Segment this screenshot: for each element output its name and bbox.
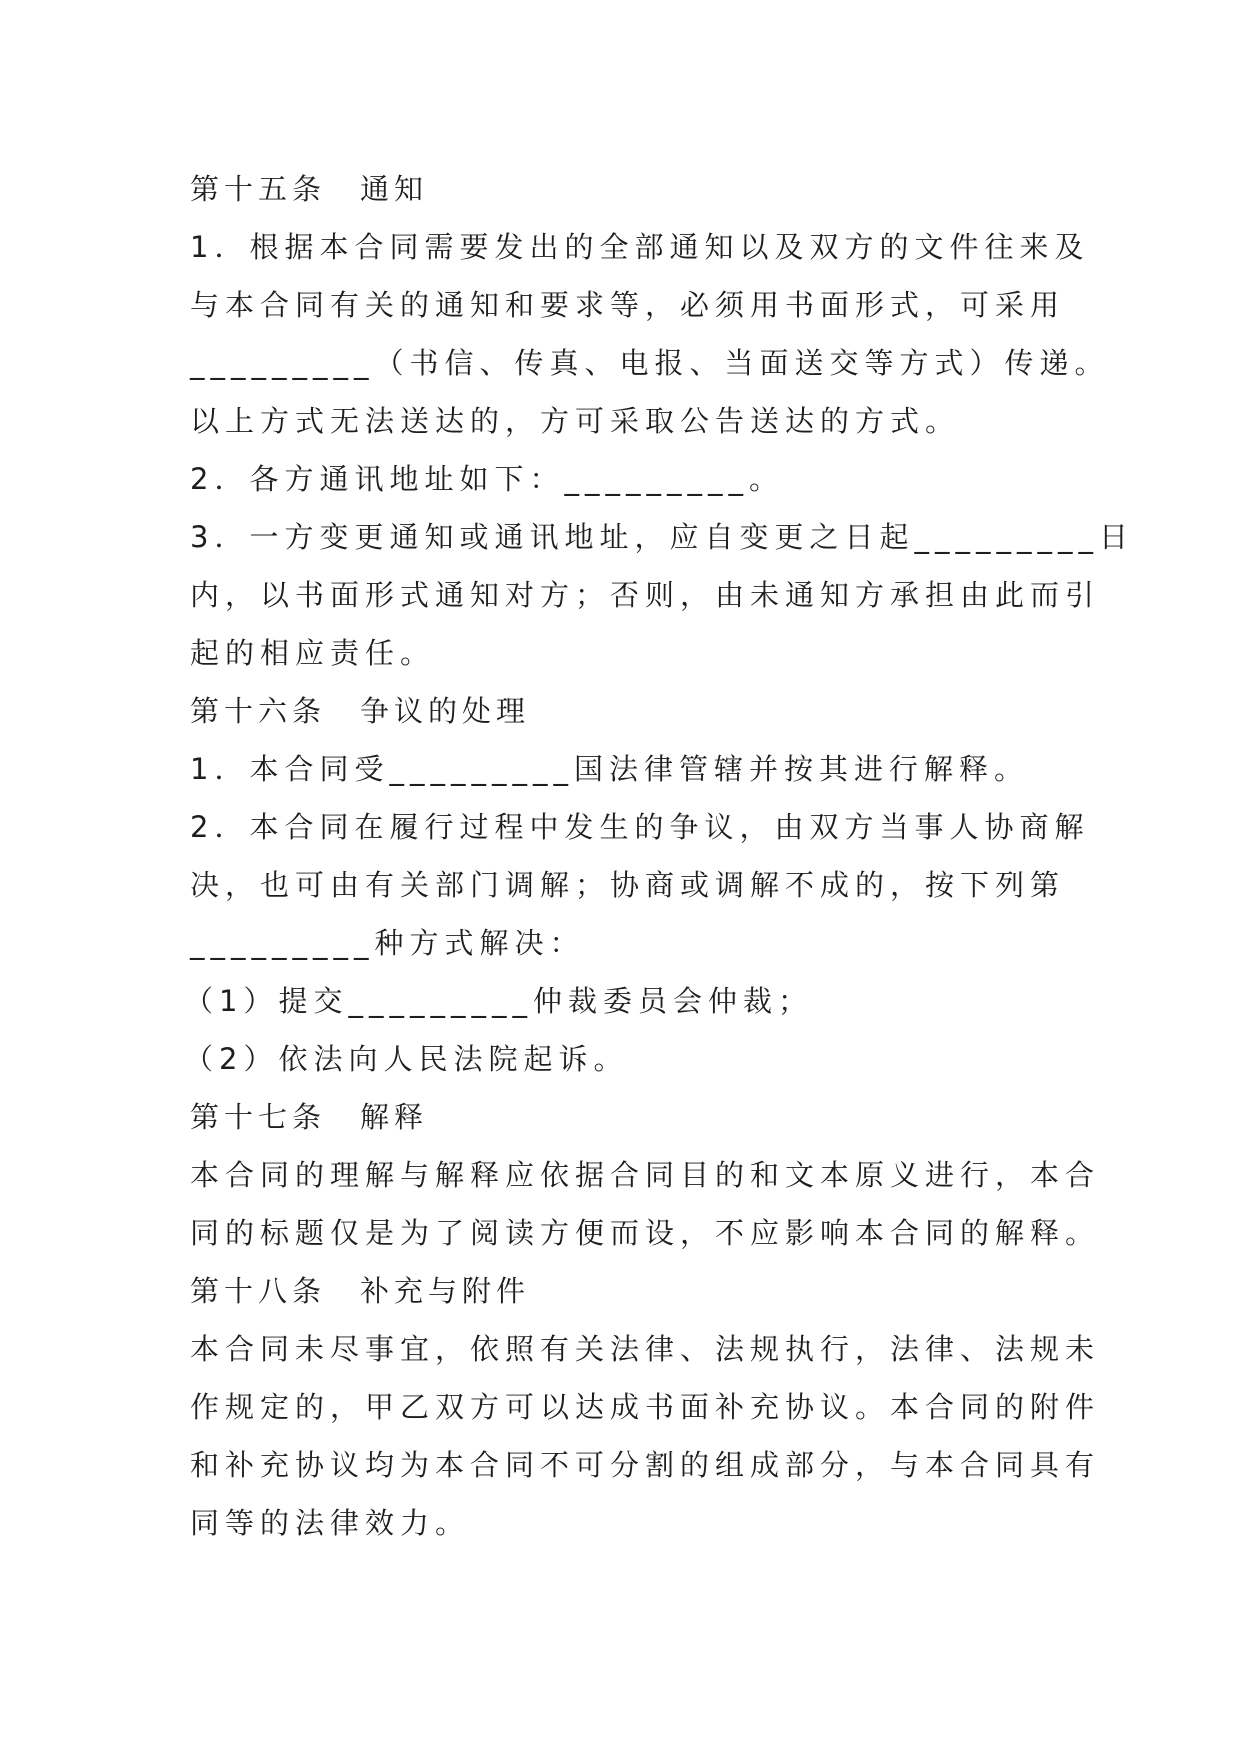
clause-18-title: 第十八条 补充与附件 — [190, 1274, 531, 1308]
clause-18-text-line-4: 同等的法律效力。 — [190, 1506, 471, 1540]
clause-16-option-2: （2）依法向人民法院起诉。 — [184, 1042, 629, 1076]
clause-16-item-2-line-3: _________种方式解决： — [190, 926, 585, 960]
clause-18-text-line-1: 本合同未尽事宜，依照有关法律、法规执行，法律、法规未 — [190, 1332, 1101, 1366]
clause-15-title: 第十五条 通知 — [190, 172, 429, 206]
clause-15-item-1-line-2: 与本合同有关的通知和要求等，必须用书面形式，可采用 — [190, 288, 1066, 322]
clause-17-text-line-2: 同的标题仅是为了阅读方便而设，不应影响本合同的解释。 — [190, 1216, 1101, 1250]
clause-18-text-line-3: 和补充协议均为本合同不可分割的组成部分，与本合同具有 — [190, 1448, 1101, 1482]
clause-16-option-1: （1）提交_________仲裁委员会仲裁； — [184, 984, 813, 1018]
clause-17-text-line-1: 本合同的理解与解释应依据合同目的和文本原义进行，本合 — [190, 1158, 1101, 1192]
clause-16-item-2-line-2: 决，也可由有关部门调解；协商或调解不成的，按下列第 — [190, 868, 1066, 902]
clause-15-item-3-line-2: 内，以书面形式通知对方；否则，由未通知方承担由此而引 — [190, 578, 1101, 612]
clause-15-item-3-line-3: 起的相应责任。 — [190, 636, 436, 670]
clause-18-text-line-2: 作规定的，甲乙双方可以达成书面补充协议。本合同的附件 — [190, 1390, 1101, 1424]
clause-15-item-1-line-1: 1．根据本合同需要发出的全部通知以及双方的文件往来及 — [190, 230, 1090, 264]
document-body — [184, 160, 1134, 1552]
clause-15-item-2: 2．各方通讯地址如下：_________。 — [190, 462, 784, 496]
clause-16-item-2-line-1: 2．本合同在履行过程中发生的争议，由双方当事人协商解 — [190, 810, 1090, 844]
clause-16-item-1: 1．本合同受_________国法律管辖并按其进行解释。 — [190, 752, 1029, 786]
clause-15-item-1-line-4: 以上方式无法送达的，方可采取公告送达的方式。 — [190, 404, 961, 438]
clause-16-title: 第十六条 争议的处理 — [190, 694, 531, 728]
clause-15-item-1-line-3: _________（书信、传真、电报、当面送交等方式）传递。 — [190, 346, 1110, 380]
clause-15-item-3-line-1: 3．一方变更通知或通讯地址，应自变更之日起_________日 — [190, 520, 1134, 554]
clause-17-title: 第十七条 解释 — [190, 1100, 429, 1134]
